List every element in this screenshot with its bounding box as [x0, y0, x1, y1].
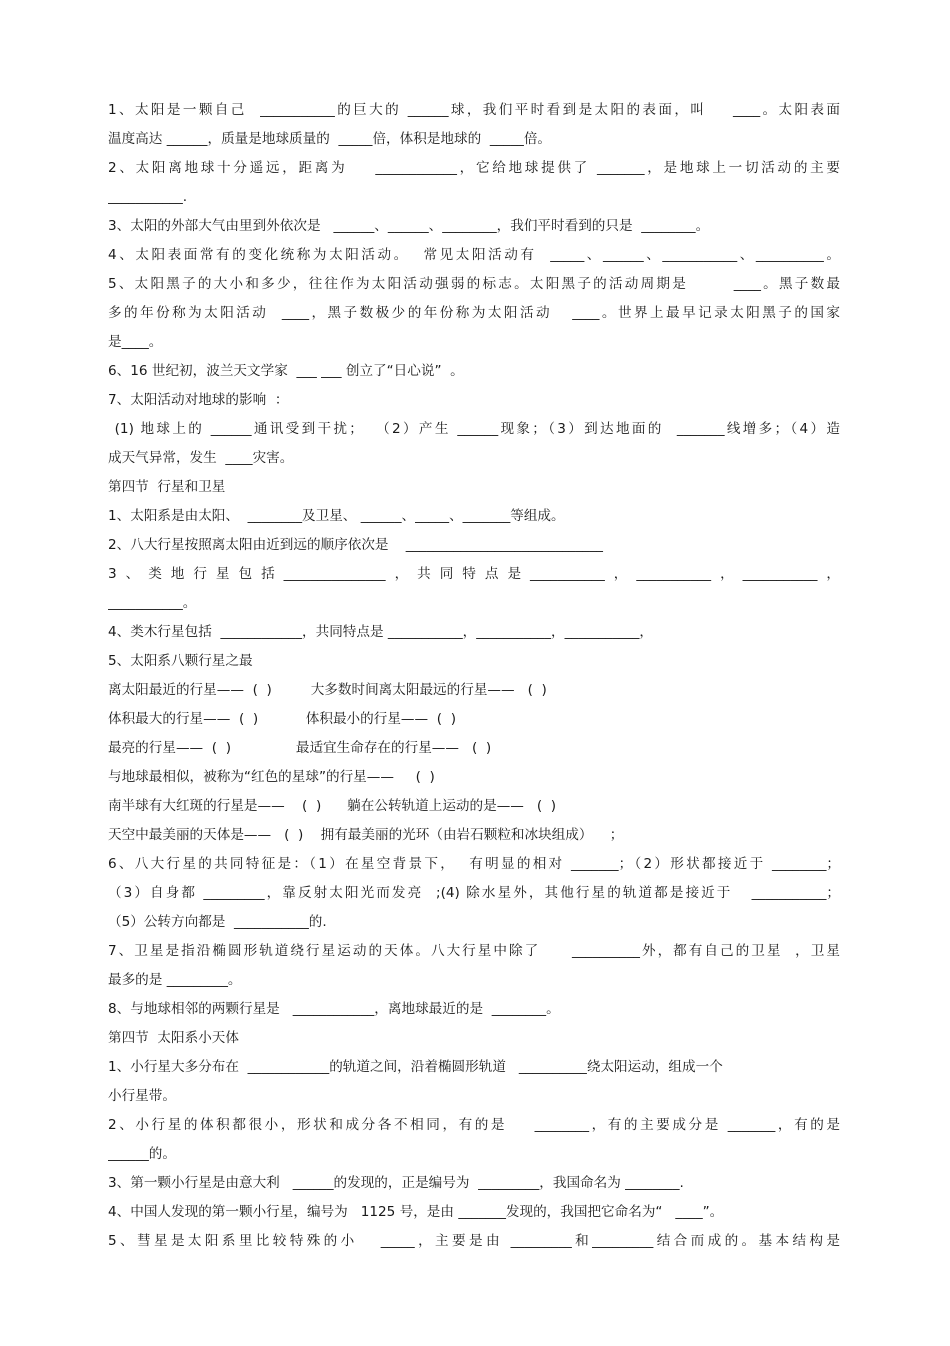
text-line: 2、太阳离地球十分遥远，距离为 ____________，它给地球提供了 _______，是地球上一切活动的主要 [108, 160, 840, 176]
text-line: 4、太阳表面常有的变化统称为太阳活动。 常见太阳活动有 _____、______、___________、__________。 [108, 247, 840, 263]
text-line: （3）自身都 _________，靠反射太阳光而发亮 ;(4) 除水星外，其他行星的轨道都是接近于 ___________； [108, 885, 840, 901]
section-heading: 第四节 太阳系小天体 [108, 1030, 239, 1046]
document-page [108, 96, 840, 1256]
section-heading: 第四节 行星和卫星 [108, 479, 226, 495]
text-line: 7、太阳活动对地球的影响 ： [108, 392, 289, 408]
text-line: 多的年份称为太阳活动 ____，黑子数极少的年份称为太阳活动 ____。世界上最早记录太阳黑子的国家 [108, 305, 840, 321]
text-line: ___________. [108, 189, 188, 205]
text-line: 4、中国人发现的第一颗小行星，编号为 1125 号，是由 _______发现的，我国把它命名为“ ____”。 [108, 1204, 724, 1220]
text-line: 成天气异常，发生 ____灾害。 [108, 450, 294, 466]
text-line: 是____。 [108, 334, 163, 350]
text-line: 8、与地球相邻的两颗行星是 ____________，离地球最近的是 ________。 [108, 1001, 560, 1017]
text-line: 6、16 世纪初，波兰天文学家 ___ ___ 创立了“日心说” 。 [108, 363, 464, 379]
text-line: 6、八大行星的共同特征是：（1）在星空背景下， 有明显的相对 _______；（2）形状都接近于 ________； [108, 856, 840, 872]
text-line: 最多的是 _________。 [108, 972, 242, 988]
text-line: 3、第一颗小行星是由意大利 ______的发现的，正是编号为 _________，我国命名为 ________. [108, 1175, 684, 1191]
text-line: 5、太阳黑子的大小和多少，往往作为太阳活动强弱的标志。太阳黑子的活动周期是 ____。黑子数最 [108, 276, 840, 292]
text-line: 2、八大行星按照离太阳由近到远的顺序依次是 _____________________________ [108, 537, 603, 553]
text-line: 1、太阳是一颗自己 ___________的巨大的 ______球，我们平时看到是太阳的表面，叫 ____。太阳表面 [108, 102, 840, 118]
text-line: 3、类地行星包括_______________，共同特点是___________，___________，___________， [108, 566, 840, 582]
text-line: 南半球有大红斑的行星是—— ( ) 躺在公转轨道上运动的是—— ( ) [108, 798, 557, 814]
text-line: 天空中最美丽的天体是—— ( ) 拥有最美丽的光环（由岩石颗粒和冰块组成） ； [108, 827, 624, 843]
text-line: 7、卫星是指沿椭圆形轨道绕行星运动的天体。八大行星中除了 __________外，都有自己的卫星 ，卫星 [108, 943, 840, 959]
text-line: (1) 地球上的 ______通讯受到干扰； （2）产生 ______现象；（3）到达地面的 _______线增多；（4）造 [108, 421, 840, 437]
text-line: 1、小行星大多分布在 ____________的轨道之间，沿着椭圆形轨道 __________绕太阳运动，组成一个 [108, 1059, 723, 1075]
text-line: 5、彗星是太阳系里比较特殊的小 _____，主要是由 _________和_________结合而成的。基本结构是 [108, 1233, 840, 1249]
text-line: 5、太阳系八颗行星之最 [108, 653, 253, 669]
text-line: 3、太阳的外部大气由里到外依次是 ______、______、________，我们平时看到的只是 ________。 [108, 218, 710, 234]
text-line: 4、类木行星包括 ____________，共同特点是 ___________，___________，___________， [108, 624, 653, 640]
text-line: 与地球最相似，被称为“红色的星球”的行星—— ( ) [108, 769, 435, 785]
text-line: 温度高达 ______，质量是地球质量的 _____倍，体积是地球的 _____倍。 [108, 131, 552, 147]
text-line: （5）公转方向都是 ___________的. [108, 914, 327, 930]
text-line: 2、小行星的体积都很小，形状和成分各不相同，有的是 ________，有的主要成分是 _______，有的是 [108, 1117, 840, 1133]
text-line: 体积最大的行星—— ( ) 体积最小的行星—— ( ) [108, 711, 457, 727]
text-line: 小行星带。 [108, 1088, 176, 1104]
text-line: ______的。 [108, 1146, 176, 1162]
text-line: 最亮的行星—— ( ) 最适宜生命存在的行星—— ( ) [108, 740, 492, 756]
text-line: 离太阳最近的行星—— ( ) 大多数时间离太阳最远的行星—— ( ) [108, 682, 547, 698]
text-line: 1、太阳系是由太阳、 ________及卫星、 ______、_____、_______等组成。 [108, 508, 565, 524]
text-line: ___________。 [108, 595, 197, 611]
